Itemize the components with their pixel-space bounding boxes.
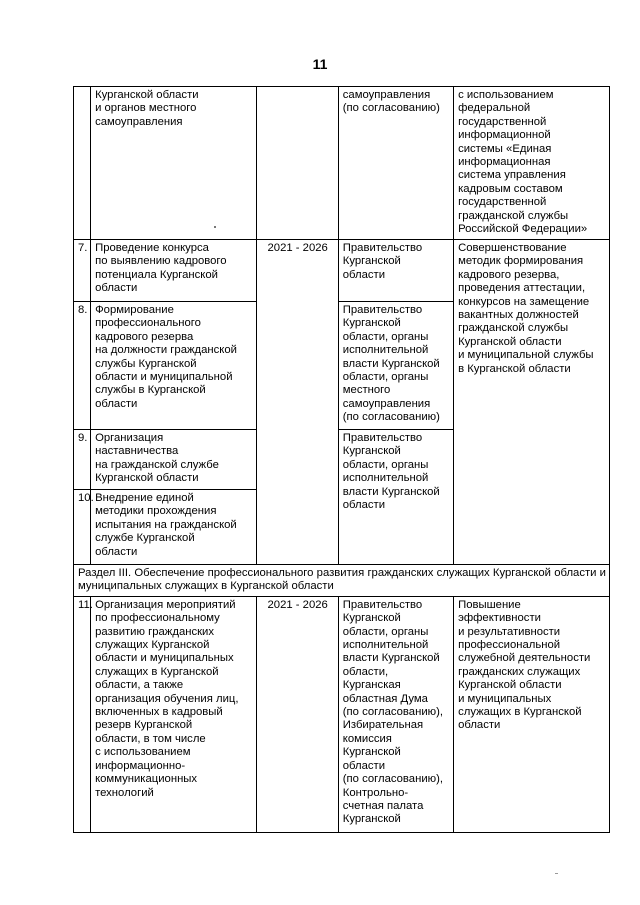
measure-name: Курганской области и органов местного самоуправления: [91, 87, 256, 240]
table-row-11: [74, 596, 610, 832]
section-heading: Раздел III. Обеспечение профессионального развития гражданских служащих Курганской области и муниципальных служащих в Курганской области: [74, 565, 610, 597]
table-row-7: [74, 240, 610, 302]
measure-term: [256, 87, 338, 240]
measure-term: 2021 - 2026: [256, 596, 338, 832]
measure-name: Организация наставничества на гражданской службе Курганской области: [91, 430, 256, 490]
page-number: 11: [312, 56, 328, 72]
measures-table: [73, 86, 610, 833]
measure-result: с использованием федеральной государственной информационной системы «Единая информационная система управления кадровым составом государственной гражданской службы Российской Федерации»: [454, 87, 610, 240]
scan-speck: [214, 226, 216, 228]
measure-term: 2021 - 2026: [256, 240, 338, 565]
measure-executor: Правительство Курганской области, органы исполнительной власти Курганской области: [338, 430, 453, 565]
measure-name: Организация мероприятий по профессиональному развитию гражданских служащих Курганской области и муниципальных служащих в Курганской области, а также организация обучения лиц, включенных в кадровый резерв Курганской области, в том числе с использованием информационно- коммуникационных технологий: [91, 596, 256, 832]
measure-result: Совершенствование методик формирования кадрового резерва, проведения аттестации, конкурсов на замещение вакантных должностей гражданской службы Курганской области и муниципальной службы в Курганской области: [454, 240, 610, 565]
row-number: 7.: [74, 240, 91, 302]
section-heading-row: [74, 565, 610, 597]
measure-executor: Правительство Курганской области, органы исполнительной власти Курганской области, органы местного самоуправления (по согласованию): [338, 302, 453, 430]
row-number: 9.: [74, 430, 91, 490]
measure-executor: Правительство Курганской области, органы исполнительной власти Курганской области, Курганская областная Дума (по согласованию), Избирательная комиссия Курганской области (по согласованию), Контрольно- счетная палата Курганской: [338, 596, 453, 832]
row-number: 11.: [74, 596, 91, 832]
measure-executor: Правительство Курганской области: [338, 240, 453, 302]
measure-name: Проведение конкурса по выявлению кадрового потенциала Курганской области: [91, 240, 256, 302]
table-row-continuation: [74, 87, 610, 240]
measure-name: Формирование профессионального кадрового резерва на должности гражданской службы Курганской области и муниципальной службы в Курганской области: [91, 302, 256, 430]
measure-result: Повышение эффективности и результативности профессиональной служебной деятельности гражданских служащих Курганской области и муниципальных служащих в Курганской области: [454, 596, 610, 832]
measure-name: Внедрение единой методики прохождения испытания на гражданской службе Курганской области: [91, 490, 256, 565]
row-number: 10.: [74, 490, 91, 565]
row-number: [74, 87, 91, 240]
scan-speck: [555, 873, 558, 874]
measure-executor: самоуправления (по согласованию): [338, 87, 453, 240]
row-number: 8.: [74, 302, 91, 430]
